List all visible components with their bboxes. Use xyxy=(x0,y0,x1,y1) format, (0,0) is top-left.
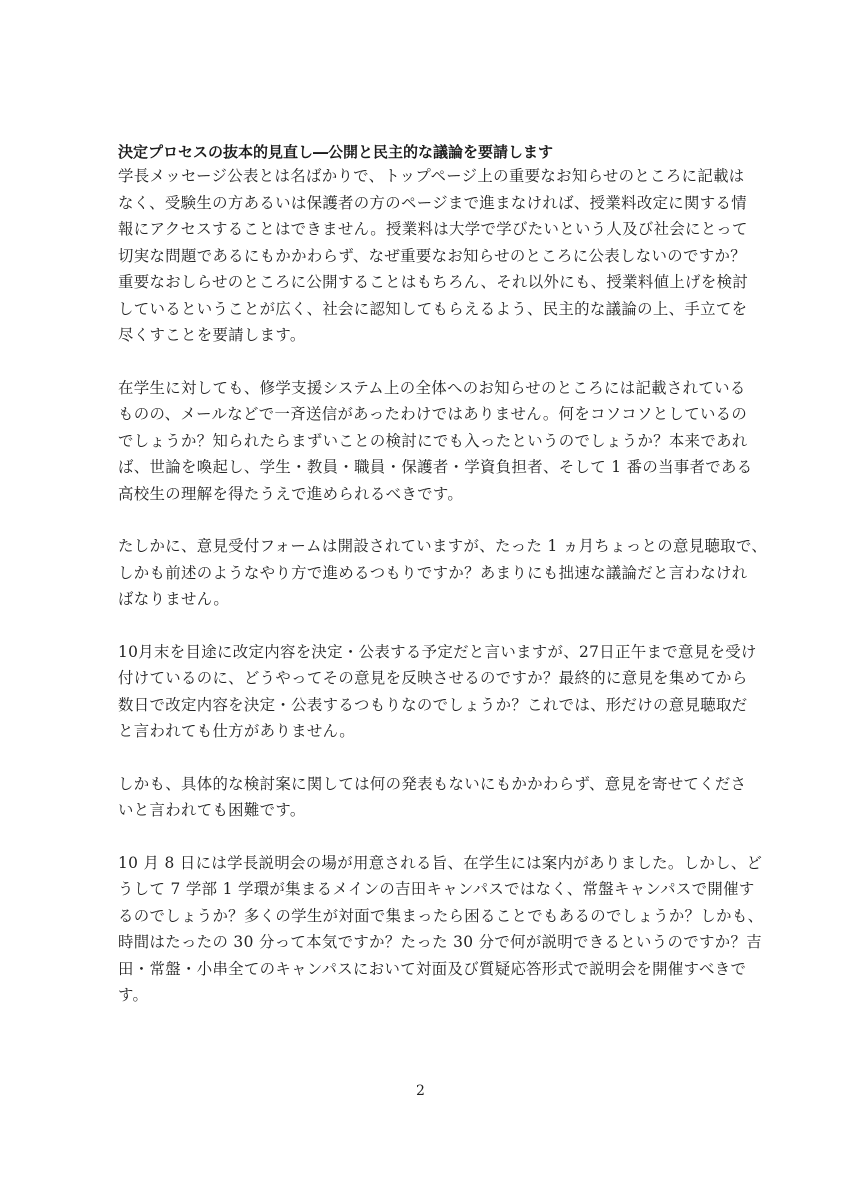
text-line: と言われても仕方がありません。 xyxy=(118,722,356,740)
paragraph-5 xyxy=(118,771,746,824)
text-line: 高校生の理解を得たうえで進められるべきです。 xyxy=(118,484,464,503)
paragraph-6 xyxy=(118,850,764,1009)
text-line: 付けているのに、どうやってその意見を反映させるのですか？最終的に意見を集めてから xyxy=(118,669,748,687)
text-line: いと言われても困難です。 xyxy=(118,801,306,819)
text-line: 報にアクセスすることはできません。授業料は大学で学びたいという人及び社会にとって xyxy=(118,220,748,238)
text-line: 時間はたったの 30 分って本気ですか？たった 30 分で何が説明できるというのですか？吉 xyxy=(118,933,762,951)
text-line: 田・常盤・小串全てのキャンパスにおいて対面及び質疑応答形式で説明会を開催すべきで xyxy=(118,959,747,978)
text-line: でしょうか？知られたらまずいことの検討にでも入ったというのでしょうか？本来であれ xyxy=(118,431,748,450)
document-body xyxy=(118,141,768,1009)
text-line: 切実な問題であるにもかかわらず、なぜ重要なお知らせのところに公表しないのですか？ xyxy=(118,246,746,265)
paragraph-1 xyxy=(118,163,749,349)
text-line: 10月末を目途に改定内容を決定・公表する予定だと言いますが、27日正午まで意見を受け xyxy=(118,642,757,661)
text-line: 数日で改定内容を決定・公表するつもりなのでしょうか？これでは、形だけの意見聴取だ xyxy=(118,695,748,714)
text-line: 学長メッセージ公表とは名ばかりで、トップページ上の重要なお知らせのところに記載は xyxy=(118,167,745,185)
text-line: 重要なおしらせのところに公開することはもちろん、それ以外にも、授業料値上げを検討 xyxy=(118,273,749,291)
text-line: す。 xyxy=(118,986,149,1004)
paragraph-4 xyxy=(118,639,757,745)
text-line: しかも、具体的な検討案に関しては何の発表もないにもかかわらず、意見を寄せてくださ xyxy=(118,774,747,793)
paragraph-3 xyxy=(118,533,768,613)
text-line: ば、世論を喚起し、学生・教員・職員・保護者・学資負担者、そして 1 番の当事者である xyxy=(118,458,753,476)
text-line: 尽くすことを要請します。 xyxy=(118,326,306,344)
text-line: 在学生に対しても、修学支援システム上の全体へのお知らせのところには記載されている xyxy=(118,378,746,397)
paragraph-2 xyxy=(118,375,753,508)
text-line: しているということが広く、社会に認知してもらえるよう、民主的な議論の上、手立てを xyxy=(118,299,748,318)
text-line: なく、受験生の方あるいは保護者の方のページまで進まなければ、授業料改定に関する情 xyxy=(118,193,748,212)
text-line: しかも前述のようなやり方で進めるつもりですか？あまりにも拙速な議論だと言わなけれ xyxy=(118,563,748,582)
text-line: 10 月 8 日には学長説明会の場が用意される旨、在学生には案内がありました。しかし、ど xyxy=(118,853,763,872)
text-line: たしかに、意見受付フォームは開設されていますが、たった 1 ヵ月ちょっとの意見聴取で、 xyxy=(118,537,768,555)
text-line: るのでしょうか？多くの学生が対面で集まったら困ることでもあるのでしょうか？しかも、 xyxy=(118,906,764,925)
page-number: 2 xyxy=(416,1083,425,1099)
text-line: ものの、メールなどで一斉送信があったわけではありません。何をコソコソとしているの xyxy=(118,405,748,423)
text-line: うして 7 学部 1 学環が集まるメインの吉田キャンパスではなく、常盤キャンパスで開催す xyxy=(118,880,755,898)
section-heading: 決定プロセスの抜本的見直し―公開と民主的な議論を要請します xyxy=(118,143,554,161)
text-line: ばなりません。 xyxy=(118,590,230,608)
